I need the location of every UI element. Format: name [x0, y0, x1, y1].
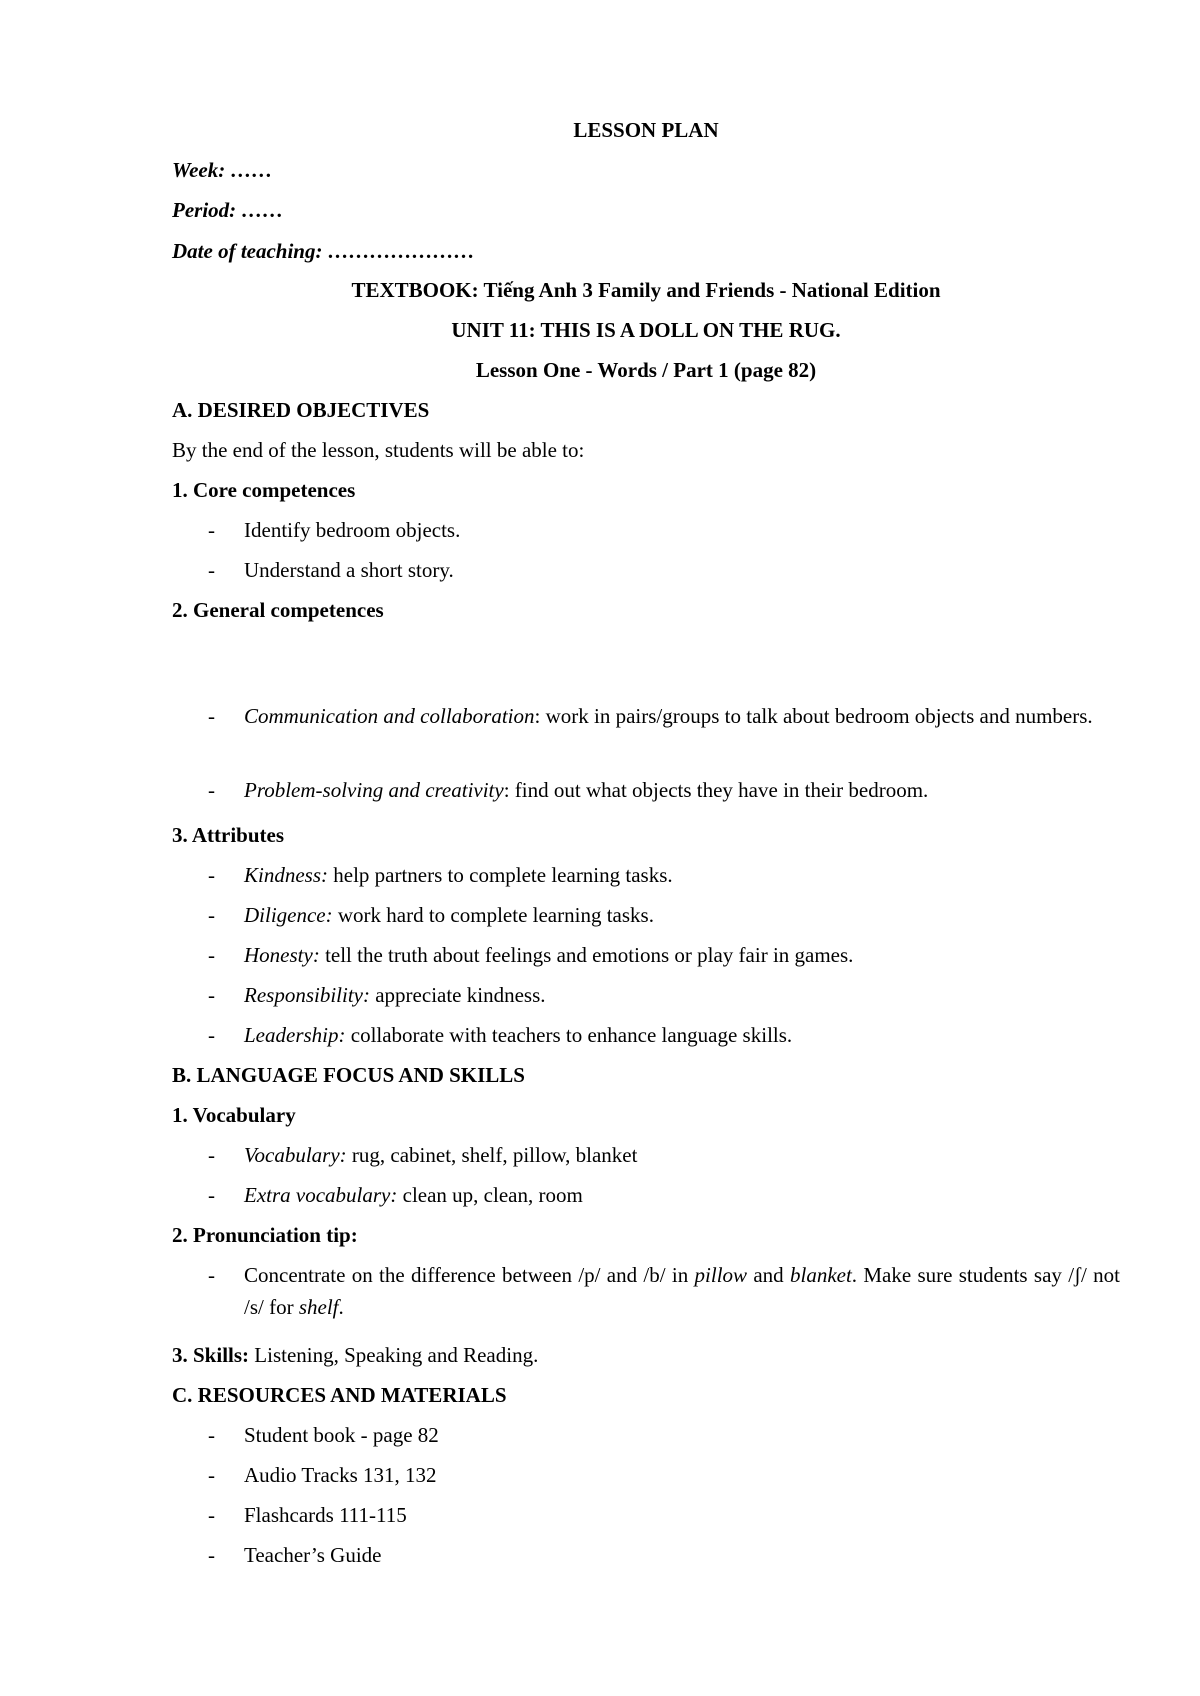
vocabulary-text: rug, cabinet, shelf, pillow, blanket [346, 1143, 638, 1167]
bullet-dash: - [208, 1423, 215, 1447]
date-line [172, 238, 475, 264]
bullet-dash: - [208, 1143, 215, 1167]
core-competences-heading: 1. Core competences [172, 478, 356, 502]
vocabulary-term: Vocabulary: [244, 1143, 347, 1167]
attribute-term: Kindness: [244, 863, 328, 887]
attribute-item [244, 939, 1120, 971]
attributes-heading: 3. Attributes [172, 823, 284, 847]
vocabulary-item [244, 1179, 1120, 1211]
general-competences-heading: 2. General competences [172, 598, 384, 622]
vocabulary-term: Extra vocabulary: [244, 1183, 398, 1207]
resource-item: Audio Tracks 131, 132 [244, 1463, 437, 1487]
attribute-item [244, 979, 1120, 1011]
general-text: : find out what objects they have in their bedroom. [503, 778, 929, 802]
pronunciation-tip [244, 1259, 1120, 1323]
pronunciation-heading: 2. Pronunciation tip: [172, 1223, 358, 1247]
week-line [172, 157, 273, 183]
attribute-item [244, 1019, 1120, 1051]
attribute-text: collaborate with teachers to enhance language skills. [345, 1023, 793, 1047]
attribute-text: help partners to complete learning tasks. [328, 863, 673, 887]
bullet-dash: - [208, 903, 215, 927]
skills-line [172, 1342, 538, 1368]
date-dots: ………………… [327, 239, 475, 263]
vocabulary-item [244, 1139, 1120, 1171]
period-line [172, 197, 283, 223]
section-a-heading: A. DESIRED OBJECTIVES [172, 398, 430, 422]
attribute-term: Diligence: [244, 903, 333, 927]
attribute-text: tell the truth about feelings and emotions or play fair in games. [319, 943, 854, 967]
section-b-heading: B. LANGUAGE FOCUS AND SKILLS [172, 1063, 525, 1087]
tip-text: . [338, 1295, 344, 1319]
skills-label: 3. Skills: [172, 1343, 250, 1367]
resource-item: Student book - page 82 [244, 1423, 439, 1447]
period-dots: …… [241, 198, 284, 222]
bullet-dash: - [208, 1503, 215, 1527]
resource-item: Teacher’s Guide [244, 1543, 382, 1567]
vocabulary-text: clean up, clean, room [397, 1183, 583, 1207]
bullet-dash: - [208, 778, 215, 802]
attribute-text: appreciate kindness. [369, 983, 546, 1007]
core-item: Identify bedroom objects. [244, 518, 461, 542]
general-term: Communication and collaboration [244, 704, 535, 728]
textbook-line: TEXTBOOK: Tiếng Anh 3 Family and Friends - National Edition [351, 278, 941, 302]
page-title: LESSON PLAN [573, 118, 719, 142]
attribute-term: Leadership: [244, 1023, 346, 1047]
tip-text: and [747, 1263, 790, 1287]
bullet-dash: - [208, 518, 215, 542]
bullet-dash: - [208, 983, 215, 1007]
bullet-dash: - [208, 1543, 215, 1567]
tip-word: blanket [789, 1263, 852, 1287]
vocabulary-heading: 1. Vocabulary [172, 1103, 296, 1127]
section-c-heading: C. RESOURCES AND MATERIALS [172, 1383, 507, 1407]
unit-line: UNIT 11: THIS IS A DOLL ON THE RUG. [451, 318, 841, 342]
general-term: Problem-solving and creativity [244, 778, 504, 802]
bullet-dash: - [208, 863, 215, 887]
attribute-item [244, 859, 1120, 891]
general-item [244, 774, 1120, 806]
resource-item: Flashcards 111-115 [244, 1503, 407, 1527]
objectives-intro: By the end of the lesson, students will be able to: [172, 438, 585, 462]
tip-word: shelf [298, 1295, 339, 1319]
attribute-term: Honesty: [244, 943, 320, 967]
attribute-term: Responsibility: [244, 983, 370, 1007]
tip-text: . Make sure students say /ʃ/ not /s/ for [244, 1263, 1121, 1319]
week-label: Week: [172, 158, 226, 182]
general-text: : work in pairs/groups to talk about bedroom objects and numbers. [534, 704, 1093, 728]
bullet-dash: - [208, 1263, 215, 1287]
bullet-dash: - [208, 1463, 215, 1487]
bullet-dash: - [208, 704, 215, 728]
tip-text: Concentrate on the difference between /p/ and /b/ in [244, 1263, 695, 1287]
tip-word: pillow [694, 1263, 748, 1287]
attribute-item [244, 899, 1120, 931]
attribute-text: work hard to complete learning tasks. [332, 903, 654, 927]
lesson-line: Lesson One - Words / Part 1 (page 82) [475, 358, 817, 382]
date-label: Date of teaching: [172, 239, 323, 263]
bullet-dash: - [208, 558, 215, 582]
core-item: Understand a short story. [244, 558, 454, 582]
week-dots: …… [230, 158, 273, 182]
general-item [244, 700, 1120, 732]
skills-text: Listening, Speaking and Reading. [249, 1343, 539, 1367]
bullet-dash: - [208, 1183, 215, 1207]
period-label: Period: [172, 198, 237, 222]
bullet-dash: - [208, 1023, 215, 1047]
bullet-dash: - [208, 943, 215, 967]
